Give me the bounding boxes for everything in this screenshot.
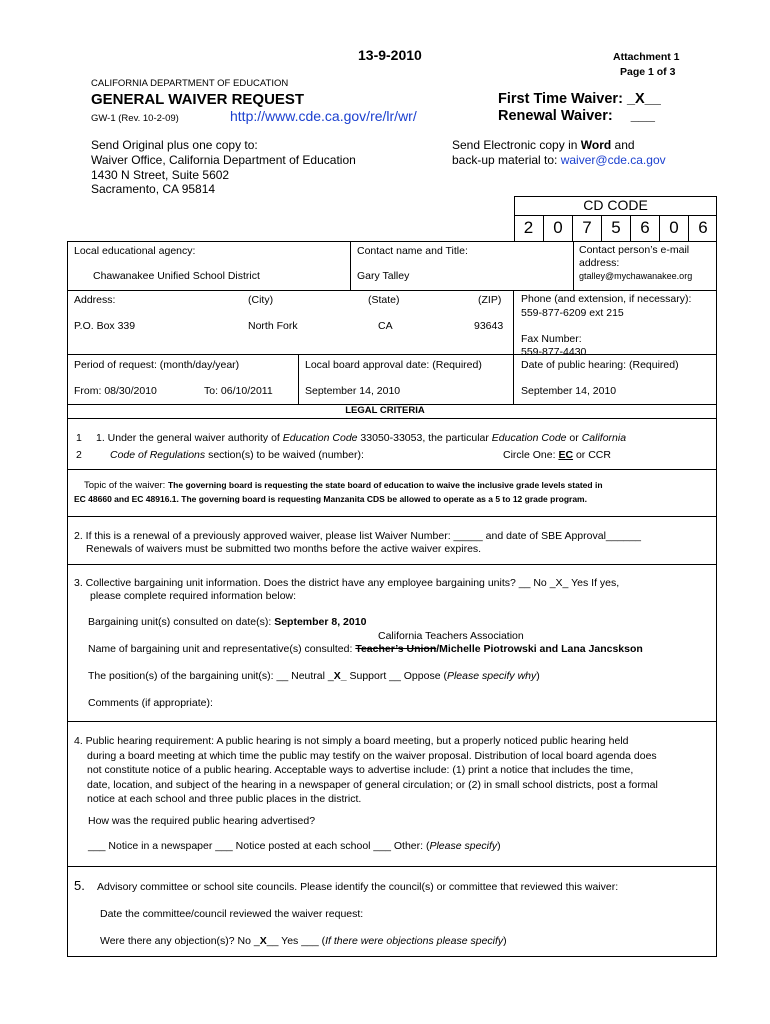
advisory-date-label: Date the committee/council reviewed the waiver request: <box>100 908 364 920</box>
contact-label: Contact name and Title: <box>357 245 468 257</box>
first-time-waiver <box>498 91 661 107</box>
hearing-option-text: ) <box>497 840 501 852</box>
cd-code-digit: 0 <box>543 215 572 241</box>
renewal-item-line1: 2. If this is a renewal of a previously approved waiver, please list Waiver Number: _____ and date of SBE Approval______ <box>74 530 641 542</box>
period-label: Period of request: (month/day/year) <box>74 359 240 371</box>
legal-number-1: 1 <box>76 432 82 444</box>
advisory-number: 5. <box>74 878 85 893</box>
form-id: GW-1 (Rev. 10-2-09) <box>91 113 179 124</box>
objection-text: Were there any objection(s)? No _ <box>100 935 260 947</box>
rep-struck: Teacher’s Union <box>355 643 437 655</box>
hearing-text: not constitute notice of a public hearing. Acceptable ways to advertise include: (1) print a notice that includes the time, <box>87 764 634 777</box>
send-original-line3: 1430 N Street, Suite 5602 <box>91 167 230 182</box>
waiver-email-link[interactable]: waiver@cde.ca.gov <box>560 152 666 167</box>
bargaining-consulted <box>88 616 366 628</box>
email-value: gtalley@mychawanakee.org <box>579 271 693 281</box>
period-to: To: 06/10/2011 <box>204 385 273 397</box>
col-divider <box>298 354 299 404</box>
email-label-line2: address: <box>579 257 620 269</box>
address-value: P.O. Box 339 <box>74 320 136 332</box>
cd-code-digit: 2 <box>523 218 534 237</box>
hearing-option-text: Please specify <box>429 840 498 852</box>
page-indicator: Page 1 of 3 <box>620 66 676 78</box>
legal-text: Education Code <box>491 432 567 444</box>
hearing-options <box>88 840 501 852</box>
fax-value: 559-877-4430 <box>521 346 587 358</box>
board-approval-value: September 14, 2010 <box>305 385 401 397</box>
row-divider <box>67 290 717 291</box>
cd-code-digit: 7 <box>572 215 601 241</box>
objection-text: If there were objections please specify <box>325 935 504 947</box>
legal-text: 1. Under the general waiver authority of <box>96 432 283 444</box>
hearing-text: date, location, and subject of the hearing in a newspaper of general circulation; or (2) in small school districts, post a formal <box>87 778 658 791</box>
objection-text: __ Yes ___ ( <box>266 935 326 947</box>
topic-value: The governing board is requesting the state board of education to waive the inclusive grade levels stated in <box>167 480 603 490</box>
cd-code-digit: 6 <box>688 215 717 241</box>
objection-no-mark: X <box>259 935 267 947</box>
circle-one-label: Circle One: <box>503 449 559 461</box>
legal-text: California <box>581 432 627 444</box>
position-text: Support __ Oppose ( <box>346 670 447 682</box>
advisory-text: Advisory committee or school site councils. Please identify the council(s) or committee that reviewed this waiver: <box>97 881 619 893</box>
renewal-label: Renewal Waiver: <box>498 108 613 124</box>
legal-line-1 <box>96 432 626 444</box>
email-label-line1: Contact person’s e-mail <box>579 244 690 256</box>
objection-text: ) <box>503 935 507 947</box>
position-text: Please specify why <box>446 670 537 682</box>
row-divider <box>67 866 717 867</box>
legal-text: Code of Regulations <box>110 449 206 461</box>
bargaining-line1: 3. Collective bargaining unit information. Does the district have any employee bargaining units? __ No _X_ Yes If yes, <box>74 577 620 589</box>
consulted-value: September 8, 2010 <box>274 616 367 628</box>
zip-label: (ZIP) <box>478 294 502 306</box>
row-divider <box>67 354 717 355</box>
legal-text: or <box>566 432 582 444</box>
topic-line-2: EC 48660 and EC 48916.1. The governing board is requesting Manzanita CDS be allowed to operate as a 5 to 12 grade program. <box>74 494 587 504</box>
legal-text: 33050-33053, the particular <box>357 432 492 444</box>
phone-label: Phone (and extension, if necessary): <box>521 293 692 305</box>
phone-value: 559-877-6209 ext 215 <box>521 307 624 319</box>
send-original-line4: Sacramento, CA 95814 <box>91 182 216 197</box>
advisory-objections <box>100 935 507 947</box>
cd-code-label: CD CODE <box>583 197 648 213</box>
send-original-block <box>91 138 356 197</box>
waiver-url-link[interactable]: http://www.cde.ca.gov/re/lr/wr/ <box>230 108 417 124</box>
consulted-label: Bargaining unit(s) consulted on date(s): <box>88 616 275 628</box>
send-electronic-text: Send Electronic copy in <box>452 138 581 152</box>
send-original-line2: Waiver Office, California Department of Education <box>91 152 356 167</box>
renewal-value: ___ <box>630 108 655 124</box>
bargaining-association: California Teachers Association <box>378 630 524 642</box>
board-approval-label: Local board approval date: (Required) <box>305 359 482 371</box>
row-divider <box>67 721 717 722</box>
state-label: (State) <box>368 294 400 306</box>
topic-line-1 <box>84 480 603 491</box>
row-divider <box>67 469 717 470</box>
hearing-value: September 14, 2010 <box>521 385 617 397</box>
send-electronic-and: and <box>611 138 635 152</box>
col-divider <box>513 290 514 354</box>
hearing-option-text: ___ Notice in a newspaper ___ Notice posted at each school ___ Other: ( <box>88 840 430 852</box>
zip-value: 93643 <box>474 320 504 332</box>
public-hearing-paragraph <box>74 734 658 807</box>
legal-text: section(s) to be waived (number): <box>205 449 364 461</box>
rep-value: /Michelle Piotrowski and Lana Jancskson <box>436 643 643 655</box>
col-divider <box>350 241 351 290</box>
row-divider <box>67 564 717 565</box>
cd-code-digit: 5 <box>601 215 630 241</box>
row-divider <box>67 418 717 419</box>
city-label: (City) <box>248 294 274 306</box>
fax-label: Fax Number: <box>521 333 582 345</box>
legal-number-2: 2 <box>76 449 82 461</box>
attachment-label: Attachment 1 <box>613 51 680 63</box>
state-value: CA <box>378 320 393 332</box>
city-value: North Fork <box>248 320 298 332</box>
department-name: CALIFORNIA DEPARTMENT OF EDUCATION <box>91 78 289 89</box>
legal-criteria-heading: LEGAL CRITERIA <box>345 405 425 416</box>
ccr-choice: CCR <box>588 449 611 461</box>
lea-label: Local educational agency: <box>74 245 196 257</box>
row-divider <box>67 516 717 517</box>
cd-code-digit: 0 <box>659 215 688 241</box>
first-time-value: _X__ <box>626 91 661 107</box>
position-text: The position(s) of the bargaining unit(s): __ Neutral _ <box>88 670 334 682</box>
ec-choice: EC <box>558 449 574 461</box>
backup-material-text: back-up material to: <box>452 152 561 167</box>
legal-text: Education Code <box>282 432 358 444</box>
send-original-line1: Send Original plus one copy to: <box>91 138 258 152</box>
rep-label: Name of bargaining unit and representative(s) consulted: <box>88 643 356 655</box>
col-divider <box>573 241 574 290</box>
bargaining-position <box>88 670 540 682</box>
bargaining-representatives <box>88 643 643 655</box>
position-text: ) <box>536 670 540 682</box>
hearing-question: How was the required public hearing advertised? <box>88 815 316 827</box>
renewal-waiver <box>498 108 655 124</box>
hearing-text: during a board meeting at which time the public may testify on the waiver proposal. Distribution of local board agenda does <box>87 749 657 762</box>
legal-line-2 <box>110 449 364 461</box>
col-divider <box>513 354 514 404</box>
hearing-label: Date of public hearing: (Required) <box>521 359 679 371</box>
contact-value: Gary Talley <box>357 270 410 282</box>
hearing-text: 4. Public hearing requirement: A public hearing is not simply a board meeting, but a properly noticed public hearing held <box>74 735 629 747</box>
bargaining-comments: Comments (if appropriate): <box>88 697 213 709</box>
document-date: 13-9-2010 <box>358 47 422 63</box>
form-title: GENERAL WAIVER REQUEST <box>91 91 305 108</box>
bargaining-line2: please complete required information below: <box>90 590 297 602</box>
period-from: From: 08/30/2010 <box>74 385 157 397</box>
hearing-text: notice at each school and three public places in the district. <box>87 793 362 806</box>
cd-code-digit: 6 <box>630 215 659 241</box>
position-support-mark: X_ <box>333 670 347 682</box>
renewal-item-line2: Renewals of waivers must be submitted two months before the active waiver expires. <box>86 543 482 555</box>
first-time-label: First Time Waiver: <box>498 91 623 107</box>
word-format: Word <box>580 138 612 152</box>
or-text: or <box>573 449 589 461</box>
lea-value: Chawanakee Unified School District <box>93 270 260 282</box>
topic-label: Topic of the waiver: <box>84 480 168 491</box>
address-label: Address: <box>74 294 116 306</box>
send-electronic-block <box>452 138 666 168</box>
circle-one <box>503 449 611 461</box>
